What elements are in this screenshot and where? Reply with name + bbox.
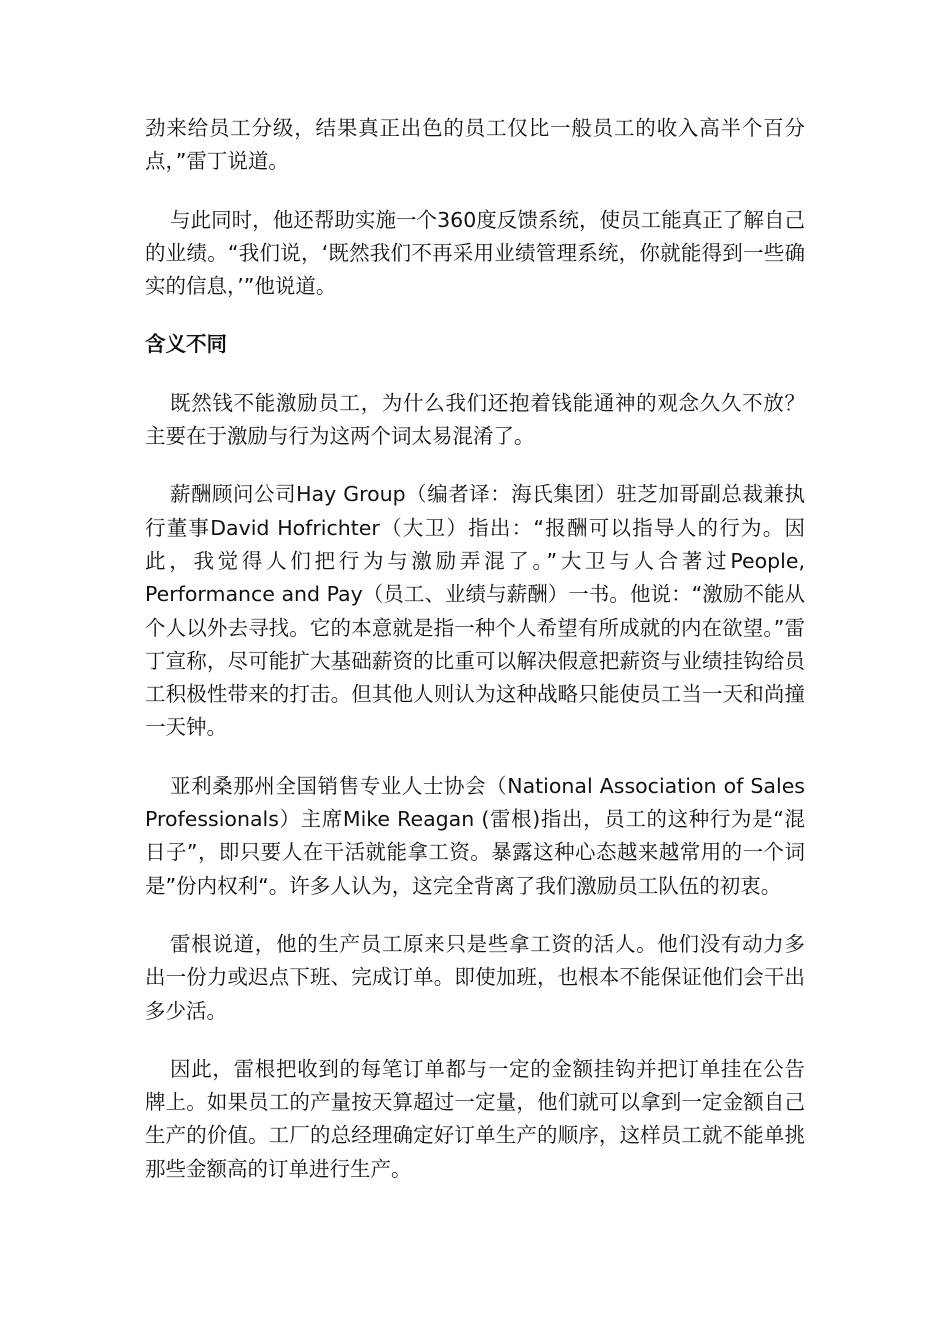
paragraph-1: 劲来给员工分级，结果真正出色的员工仅比一般员工的收入高半个百分点，”雷丁说道。 bbox=[145, 116, 805, 174]
paragraph-2: 与此同时，他还帮助实施一个360度反馈系统，使员工能真正了解自己的业绩。“我们说，‘既然我们不再采用业绩管理系统，你就能得到一些确实的信息，’”他说道。 bbox=[145, 207, 805, 299]
paragraph-5: 亚利桑那州全国销售专业人士协会（National Association of Sales Professionals）主席Mike Reagan (雷根)指出，员工的这种行为是“混日子”，即只要人在干活就能拿工资。暴露这种心态越来越常用的一个词是”份内权利“。许多人认为，这完全背离了我们激励员工队伍的初衷。 bbox=[145, 773, 805, 898]
paragraph-3: 既然钱不能激励员工，为什么我们还抱着钱能通神的观念久久不放？主要在于激励与行为这两个词太易混淆了。 bbox=[145, 390, 805, 449]
section-heading: 含义不同 bbox=[145, 332, 227, 357]
paragraph-6: 雷根说道，他的生产员工原来只是些拿工资的活人。他们没有动力多出一份力或迟点下班、完成订单。即使加班，也根本不能保证他们会干出多少活。 bbox=[145, 931, 805, 1023]
document-page bbox=[145, 112, 805, 1211]
paragraph-7: 因此，雷根把收到的每笔订单都与一定的金额挂钩并把订单挂在公告牌上。如果员工的产量按天算超过一定量，他们就可以拿到一定金额自己生产的价值。工厂的总经理确定好订单生产的顺序，这样员工就不能单挑那些金额高的订单进行生产。 bbox=[145, 1056, 805, 1181]
paragraph-4: 薪酬顾问公司Hay Group（编者译：海氏集团）驻芝加哥副总裁兼执行董事David Hofrichter（大卫）指出：“报酬可以指导人的行为。因此，我觉得人们把行为与激励弄混了。”大卫与人合著过People, Performance and Pay（员工、业绩与薪酬）一书。他说：“激励不能从个人以外去寻找。它的本意就是指一种个人希望有所成就的内在欲望。”雷丁宣称，尽可能扩大基础薪资的比重可以解决假意把薪资与业绩挂钩给员工积极性带来的打击。但其他人则认为这种战略只能使员工当一天和尚撞一天钟。 bbox=[145, 482, 805, 740]
